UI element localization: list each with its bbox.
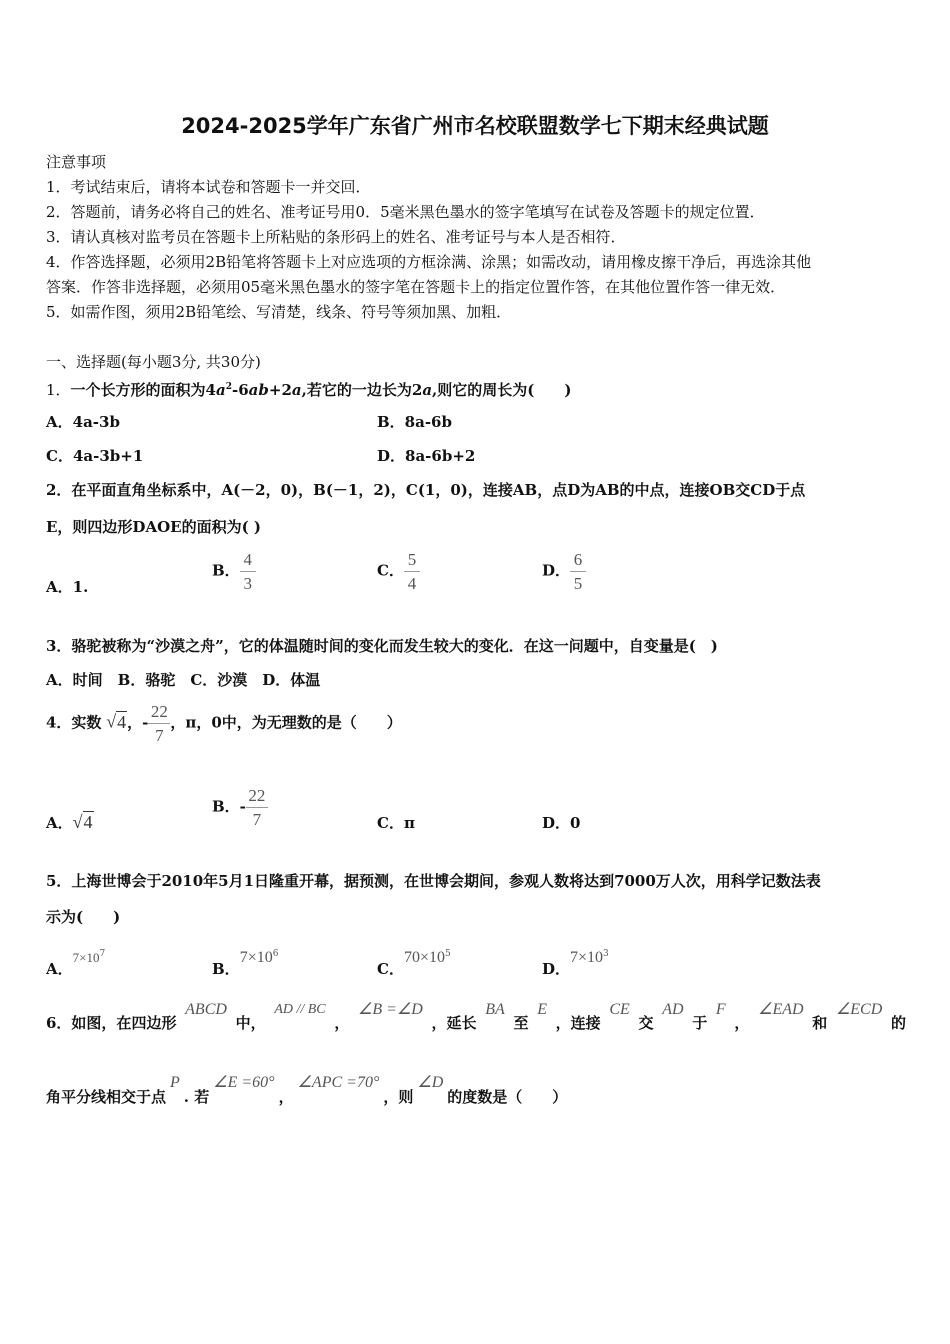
option-b: B． $\frac{4}{3}$ bbox=[212, 550, 256, 593]
option-d: D．8a-6b+2 bbox=[377, 447, 476, 465]
question-number: 1． bbox=[46, 381, 71, 399]
notice-heading: 注意事项 bbox=[46, 153, 107, 171]
option-a: A．1. bbox=[46, 578, 89, 596]
option-a: A．√4 bbox=[46, 812, 93, 832]
option-b: B．$7\times 10^6$ bbox=[212, 949, 279, 978]
question-3-options: A．时间 B．骆驼 C．沙漠 D．体温 bbox=[46, 671, 321, 689]
question-6-stem-line2: 角平分线相交于点 P . 若 ∠E =60° ， ∠APC =70° ，则 ∠D 的度数是（ ） bbox=[46, 1074, 568, 1106]
option-d: D．0 bbox=[542, 814, 581, 832]
option-c: C．$70\times 10^5$ bbox=[377, 949, 451, 978]
fraction: $\frac{4}{3}$ bbox=[240, 550, 256, 593]
option-b: B．8a-6b bbox=[377, 413, 452, 431]
question-5-stem-line1: 5．上海世博会于2010年5月1日隆重开幕，据预测，在世博会期间，参观人数将达到7000万人次，用科学记数法表 bbox=[46, 872, 821, 890]
page-title: 2024-2025学年广东省广州市名校联盟数学七下期末经典试题 bbox=[181, 114, 769, 138]
option-d: D． $\frac{6}{5}$ bbox=[542, 550, 586, 593]
fraction: $\frac{22}{7}$ bbox=[246, 786, 268, 829]
fraction: $\frac{6}{5}$ bbox=[570, 550, 586, 593]
question-2-stem-line1: 2．在平面直角坐标系中，A(－2，0)，B(－1，2)，C(1，0)，连接AB，点D为AB的中点，连接OB交CD于点 bbox=[46, 481, 806, 499]
fraction: $\frac{5}{4}$ bbox=[404, 550, 420, 593]
question-2-stem-line2: E，则四边形DAOE的面积为( ) bbox=[46, 518, 261, 536]
question-3-stem: 3．骆驼被称为“沙漠之舟”，它的体温随时间的变化而发生较大的变化．在这一问题中，自变量是( ) bbox=[46, 637, 718, 655]
option-c: C．π bbox=[377, 814, 415, 832]
option-c: C． $\frac{5}{4}$ bbox=[377, 550, 420, 593]
notice-item: 答案．作答非选择题，必须用05毫米黑色墨水的签字笔在答题卡上的指定位置作答，在其他位置作答一律无效． bbox=[46, 278, 786, 296]
notice-item: 2．答题前，请务必将自己的姓名、准考证号用0．5毫米黑色墨水的签字笔填写在试卷及答题卡的规定位置． bbox=[46, 203, 765, 221]
sqrt-expression: √4 bbox=[106, 711, 127, 732]
notice-item: 4．作答选择题，必须用2B铅笔将答题卡上对应选项的方框涂满、涂黑；如需改动，请用橡皮擦干净后，再选涂其他 bbox=[46, 253, 812, 271]
option-d: D．$7\times 10^3$ bbox=[542, 949, 609, 978]
sqrt-expression: √4 bbox=[72, 812, 93, 832]
fraction: $\frac{22}{7}$ bbox=[148, 702, 170, 745]
question-4-stem: 4．实数 √4，- $\frac{22}{7}$ ，π，0中，为无理数的是（ ） bbox=[46, 702, 402, 745]
notice-item: 5．如需作图，须用2B铅笔绘、写清楚，线条、符号等须加黑、加粗． bbox=[46, 303, 512, 321]
section-heading: 一、选择题(每小题3分, 共30分) bbox=[46, 353, 261, 371]
option-a: A．4a-3b bbox=[46, 413, 120, 431]
notice-item: 3．请认真核对监考员在答题卡上所粘贴的条形码上的姓名、准考证号与本人是否相符． bbox=[46, 228, 626, 246]
option-c: C．4a-3b+1 bbox=[46, 447, 144, 465]
question-1-stem: 1．一个长方形的面积为$4a^2-6ab+2a$,若它的一边长为2a,则它的周长为( ) bbox=[46, 381, 572, 399]
question-5-stem-line2: 示为( ) bbox=[46, 908, 121, 926]
question-6-stem-line1: 6．如图，在四边形 ABCD 中， AD // BC ， ∠B =∠D ，延长 BA 至 E ，连接 CE 交 AD 于 F ， ∠EAD 和 ∠ECD 的 bbox=[46, 1001, 906, 1032]
notice-item: 1．考试结束后，请将本试卷和答题卡一并交回． bbox=[46, 178, 371, 196]
option-b: B．- $\frac{22}{7}$ bbox=[212, 786, 268, 829]
option-a: A．$7\times 10^7$ bbox=[46, 949, 106, 978]
